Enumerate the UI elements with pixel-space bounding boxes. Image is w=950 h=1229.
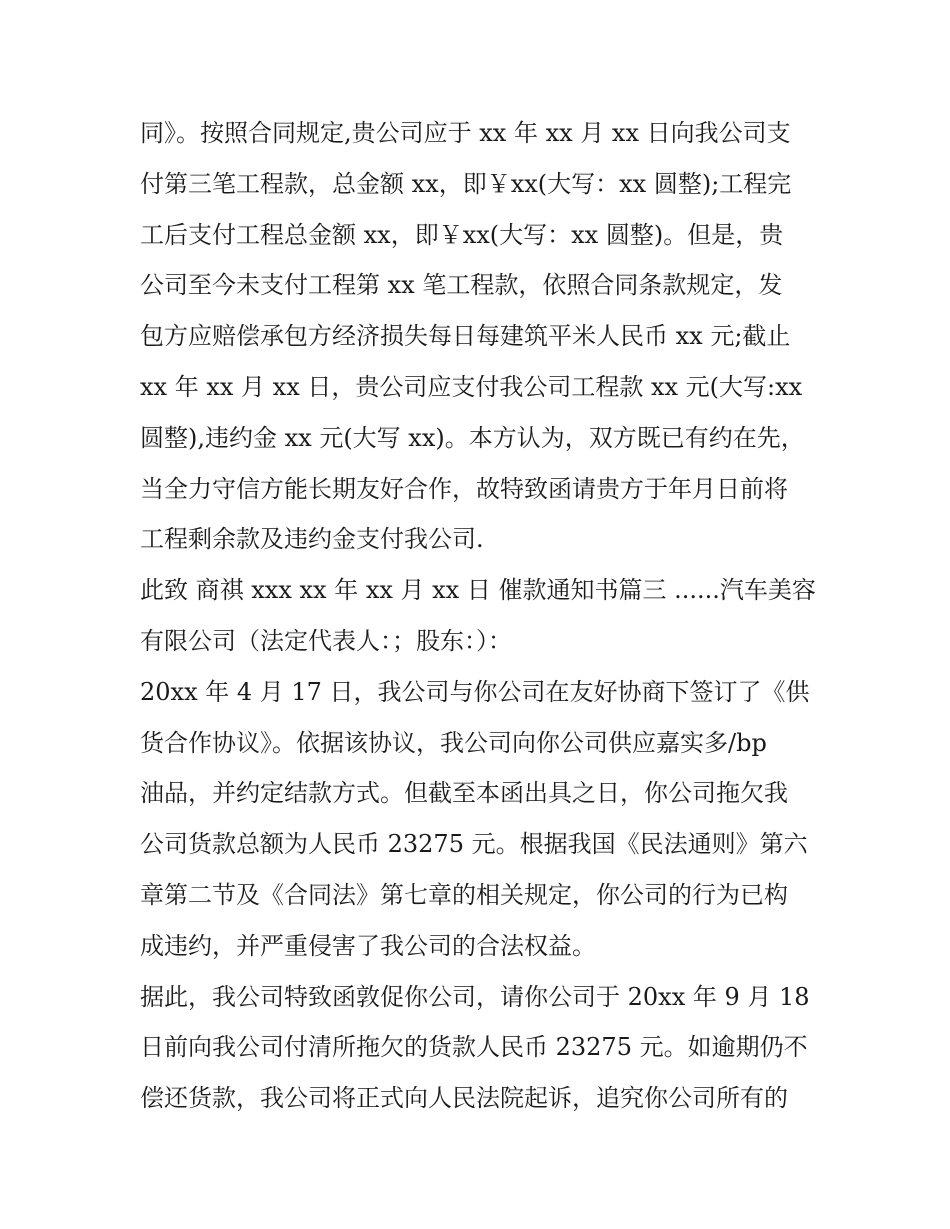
text-line: 据此，我公司特致函敦促你公司，请你公司于 20xx 年 9 月 18 — [140, 982, 810, 1011]
text-line: 章第二节及《合同法》第七章的相关规定，你公司的行为已构 — [140, 880, 788, 909]
text-line: 包方应赔偿承包方经济损失每日每建筑平米人民币 xx 元;截止 — [140, 322, 791, 351]
text-line: 有限公司（法定代表人：；股东：）： — [140, 626, 512, 655]
text-line: 公司至今未支付工程第 xx 笔工程款，依照合同条款规定，发 — [140, 271, 783, 300]
text-line: 工程剩余款及违约金支付我公司. — [140, 525, 484, 554]
document-body — [140, 108, 820, 1124]
text-line: 20xx 年 4 月 17 日，我公司与你公司在友好协商下签订了《供 — [140, 677, 810, 706]
text-line: 付第三笔工程款，总金额 xx，即￥xx(大写：xx 圆整);工程完 — [140, 169, 792, 198]
text-line: 当全力守信方能长期友好合作，故特致函请贵方于年月日前将 — [140, 474, 788, 503]
text-line: 成违约，并严重侵害了我公司的合法权益。 — [140, 931, 596, 960]
text-line: xx 年 xx 月 xx 日，贵公司应支付我公司工程款 xx 元(大写:xx — [140, 372, 803, 401]
text-line: 油品，并约定结款方式。但截至本函出具之日，你公司拖欠我 — [140, 779, 788, 808]
text-line: 此致 商祺 xxx xx 年 xx 月 xx 日 催款通知书篇三 ......汽车美容 — [140, 576, 816, 605]
text-line: 日前向我公司付清所拖欠的货款人民币 23275 元。如逾期仍不 — [140, 1033, 808, 1062]
text-line: 工后支付工程总金额 xx，即￥xx(大写：xx 圆整)。但是，贵 — [140, 220, 784, 249]
text-line: 圆整),违约金 xx 元(大写 xx)。本方认为，双方既已有约在先， — [140, 423, 805, 452]
text-line: 公司货款总额为人民币 23275 元。根据我国《民法通则》第六 — [140, 830, 808, 859]
text-line: 货合作协议》。依据该协议，我公司向你公司供应嘉实多/bp — [140, 728, 767, 757]
text-line: 偿还货款，我公司将正式向人民法院起诉，追究你公司所有的 — [140, 1084, 788, 1113]
text-line: 同》。按照合同规定,贵公司应于 xx 年 xx 月 xx 日向我公司支 — [140, 119, 791, 147]
